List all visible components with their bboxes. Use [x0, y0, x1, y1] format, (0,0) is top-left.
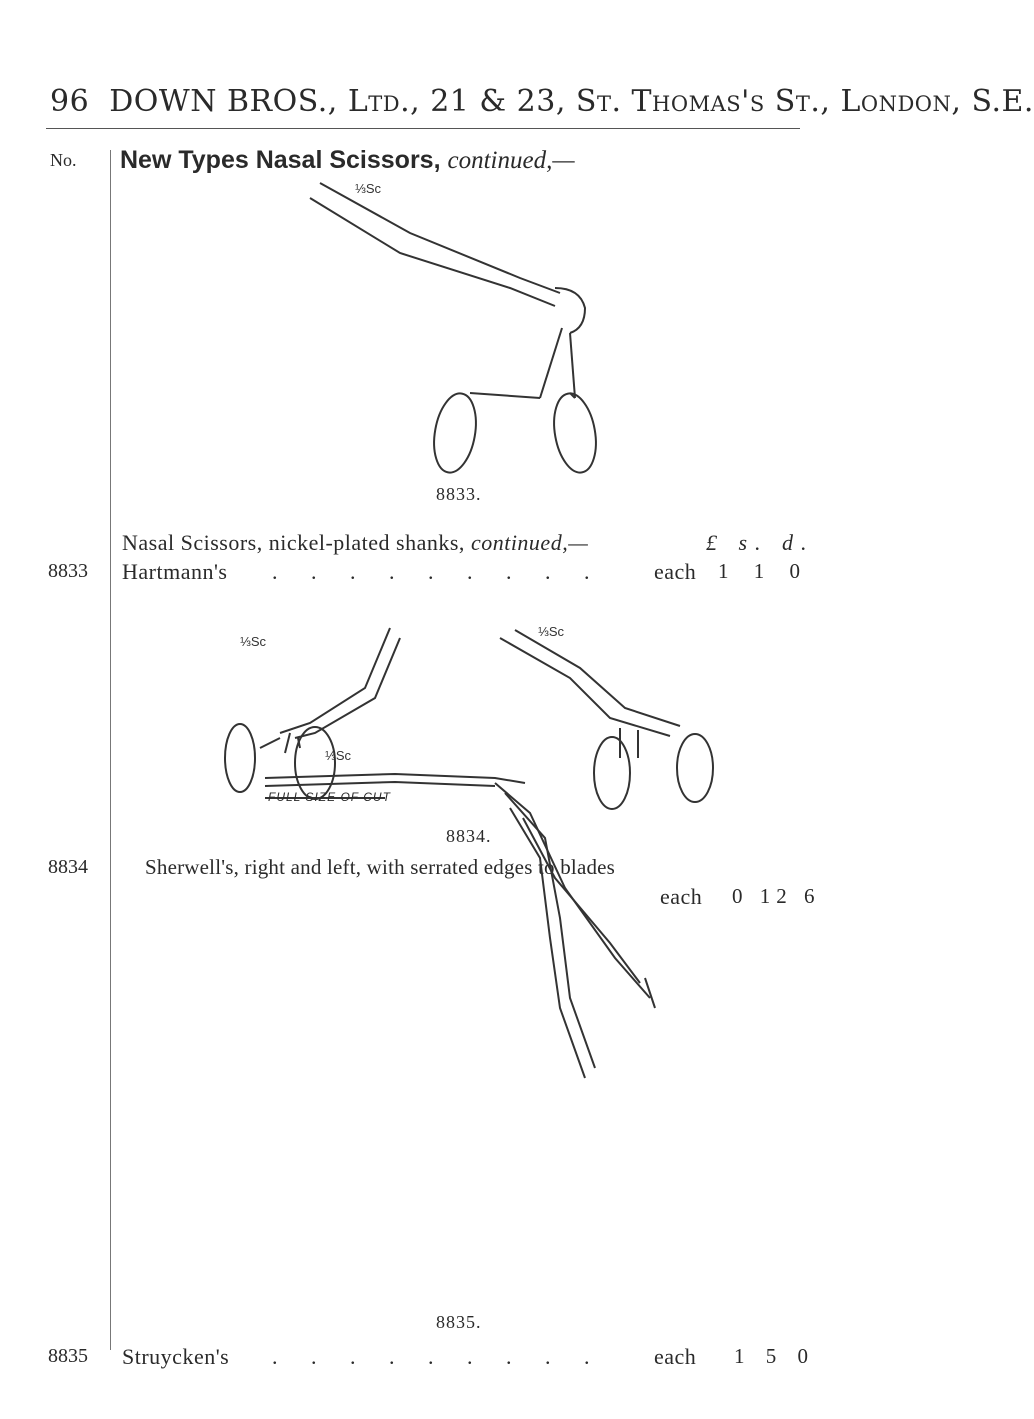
item-dots-8833: . . . . . . . . .: [272, 559, 604, 584]
page-number: 96: [50, 84, 90, 119]
full-size-label: FULL SIZE OF CUT: [268, 790, 391, 804]
svg-text:⅓Sc: ⅓Sc: [240, 634, 267, 649]
svg-text:⅓Sc: ⅓Sc: [325, 748, 352, 763]
page-header: [50, 84, 1034, 119]
column-label-no: No.: [50, 150, 77, 170]
intro-cont: continued,—: [470, 530, 589, 555]
header-title: DOWN BROS., Ltd., 21 & 23, St. Thomas's St., London, S.E.: [109, 84, 1034, 119]
item-number-8835: 8835: [48, 1345, 88, 1367]
item-name-8835: Struycken's: [122, 1344, 230, 1369]
section-title-cont: continued,—: [447, 147, 575, 174]
item-number-8833: 8833: [48, 560, 88, 582]
currency-header: £ s. d.: [706, 530, 815, 555]
header-rule: [46, 128, 800, 129]
item-dots-8835: . . . . . . . . .: [272, 1344, 604, 1369]
svg-text:⅓Sc: ⅓Sc: [538, 624, 565, 639]
item-price-8835: 1 5 0: [734, 1344, 816, 1368]
figure-caption-8834: 8834.: [446, 826, 492, 846]
item-unit-8834: each: [660, 884, 703, 909]
item-unit-8833: each: [654, 559, 697, 584]
column-divider: [110, 150, 111, 1350]
item-unit-8835: each: [654, 1344, 697, 1369]
item-price-8833: 1 1 0: [718, 559, 810, 583]
item-name-8834: Sherwell's, right and left, with serrated edges to blades: [145, 855, 616, 879]
section-title-main: New Types Nasal Scissors,: [120, 146, 441, 174]
item-price-8834: 0 12 6: [732, 884, 821, 908]
figure-caption-8833: 8833.: [436, 484, 482, 504]
scissors-8833-illustration: [300, 178, 620, 478]
intro-main: Nasal Scissors, nickel-plated shanks,: [122, 530, 465, 555]
scale-mark: ⅓Sc: [355, 181, 382, 196]
item-name-8833: Hartmann's: [122, 559, 228, 584]
section-title: [120, 146, 575, 175]
intro-text: [122, 530, 588, 556]
figure-caption-8835: 8835.: [436, 1312, 482, 1332]
item-number-8834: 8834: [48, 856, 88, 878]
